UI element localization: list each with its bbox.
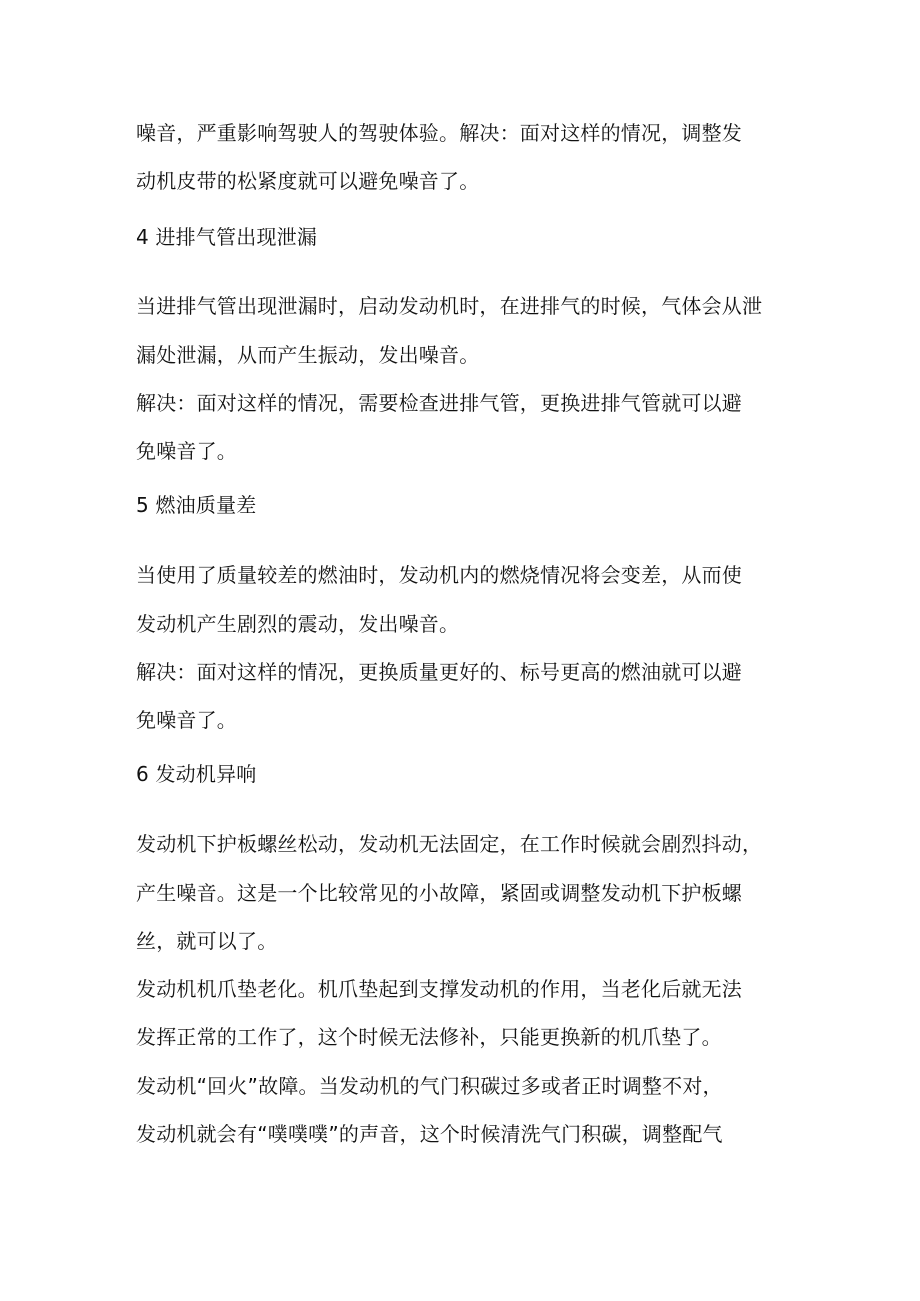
- paragraph-line: 免噪音了。: [136, 708, 237, 732]
- paragraph-line: 免噪音了。: [136, 439, 237, 463]
- paragraph-line: 解决：面对这样的情况，需要检查进排气管，更换进排气管就可以避: [136, 391, 742, 415]
- paragraph-line: 当进排气管出现泄漏时，启动发动机时，在进排气的时候，气体会从泄: [136, 294, 763, 318]
- section-heading-5: 5 燃油质量差: [136, 493, 257, 517]
- paragraph-line: 动机皮带的松紧度就可以避免噪音了。: [136, 169, 480, 193]
- paragraph-line: 丝，就可以了。: [136, 929, 278, 953]
- paragraph-line: 发动机机爪垫老化。机爪垫起到支撑发动机的作用，当老化后就无法: [136, 977, 742, 1001]
- paragraph-line: 噪音，严重影响驾驶人的驾驶体验。解决：面对这样的情况，调整发: [136, 121, 742, 145]
- paragraph-line: 发挥正常的工作了，这个时候无法修补，只能更换新的机爪垫了。: [136, 1025, 722, 1049]
- paragraph-line: 发动机产生剧烈的震动，发出噪音。: [136, 612, 460, 636]
- paragraph-line: 漏处泄漏，从而产生振动，发出噪音。: [136, 343, 480, 367]
- paragraph-line: 解决：面对这样的情况，更换质量更好的、标号更高的燃油就可以避: [136, 660, 742, 684]
- paragraph-line: 产生噪音。这是一个比较常见的小故障，紧固或调整发动机下护板螺: [136, 881, 742, 905]
- paragraph-line: 发动机下护板螺丝松动，发动机无法固定，在工作时候就会剧烈抖动，: [136, 832, 763, 856]
- paragraph-line: 发动机就会有“噗噗噗”的声音，这个时候清洗气门积碳，调整配气: [136, 1122, 723, 1146]
- paragraph-line: 当使用了质量较差的燃油时，发动机内的燃烧情况将会变差，从而使: [136, 563, 742, 587]
- section-heading-4: 4 进排气管出现泄漏: [136, 225, 318, 249]
- section-heading-6: 6 发动机异响: [136, 762, 257, 786]
- paragraph-line: 发动机“回火”故障。当发动机的气门积碳过多或者正时调整不对，: [136, 1074, 723, 1098]
